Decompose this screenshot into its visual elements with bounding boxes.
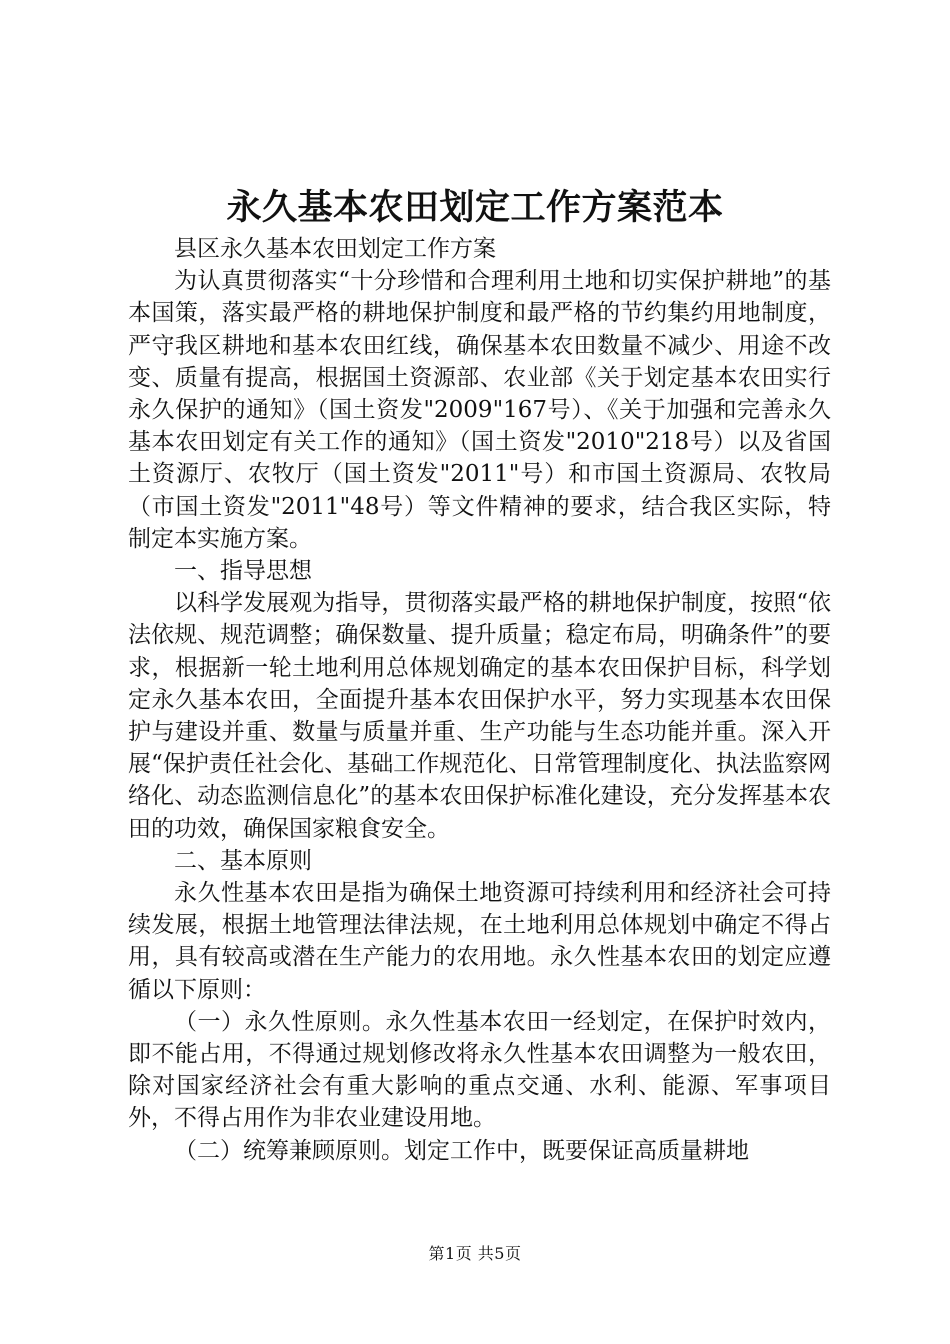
page-footer: 第1页 共5页 bbox=[428, 1244, 522, 1263]
subtitle-paragraph: 县区永久基本农田划定工作方案 bbox=[174, 236, 496, 262]
intro-paragraph: 为认真贯彻落实“十分珍惜和合理利用土地和切实保护耕地”的基本国策，落实最严格的耕地保护制度和最严格的节约集约用地制度，严守我区耕地和基本农田红线，确保基本农田数量不减少、用途不改变、质量有提高，根据国土资源部、农业部《关于划定基本农田实行永久保护的通知》（国土资发"2009"167号）、《关于加强和完善永久基本农田划定有关工作的通知》（国土资发"2010"218号）以及省国土资源厅、农牧厅（国土资发"2011"号）和市国土资源局、农牧局（市国土资发"2011"48号）等文件精神的要求，结合我区实际，特制定本实施方案。 bbox=[128, 268, 831, 552]
section-heading-basic-principles: 二、基本原则 bbox=[174, 847, 312, 874]
document-title: 永久基本农田划定工作方案范本 bbox=[226, 187, 724, 228]
guiding-thought-paragraph: 以科学发展观为指导，贯彻落实最严格的耕地保护制度，按照“依法依规、规范调整；确保数量、提升质量；稳定布局，明确条件”的要求，根据新一轮土地利用总体规划确定的基本农田保护目标，科学划定永久基本农田，全面提升基本农田保护水平，努力实现基本农田保护与建设并重、数量与质量并重、生产功能与生态功能并重。深入开展“保护责任社会化、基础工作规范化、日常管理制度化、执法监察网络化、动态监测信息化”的基本农田保护标准化建设，充分发挥基本农田的功效，确保国家粮食安全。 bbox=[128, 590, 831, 842]
permanence-principle-paragraph: （一）永久性原则。永久性基本农田一经划定，在保护时效内，即不能占用，不得通过规划修改将永久性基本农田调整为一般农田，除对国家经济社会有重大影响的重点交通、水利、能源、军事项目外，不得占用作为非农业建设用地。 bbox=[128, 1008, 831, 1132]
basic-principles-paragraph: 永久性基本农田是指为确保土地资源可持续利用和经济社会可持续发展，根据土地管理法律法规，在土地利用总体规划中确定不得占用，具有较高或潜在生产能力的农用地。永久性基本农田的划定应遵循以下原则： bbox=[128, 880, 831, 1003]
overall-planning-principle-paragraph: （二）统筹兼顾原则。划定工作中，既要保证高质量耕地 bbox=[174, 1137, 749, 1164]
document-body bbox=[128, 233, 831, 1167]
section-heading-guiding-thought: 一、指导思想 bbox=[174, 558, 312, 585]
